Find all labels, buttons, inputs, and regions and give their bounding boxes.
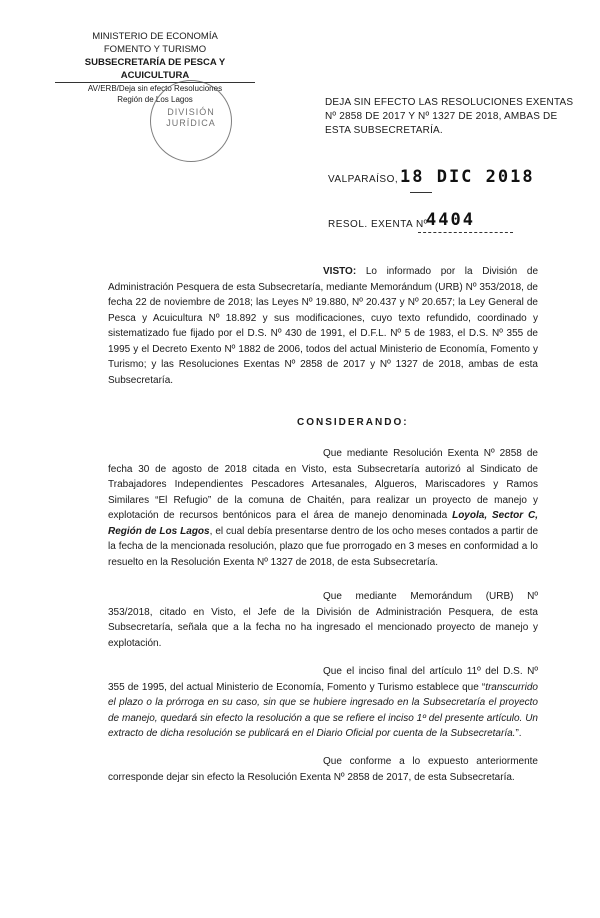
region-reference: Región de Los Lagos [117,95,193,104]
considerando-1-text-a: Que mediante Resolución Exenta Nº 2858 de fecha 30 de agosto de 2018 citada en Visto, esta Subsecretaría autorizó al Sindicato de Trabajadores Independientes Pescadores Artesanales, Algueros, Mariscadores y Ramos Similares “El Refugio” de la comuna de Chaitén, para realizar un proyecto de manejo y explotación de recursos bentónicos para el área de manejo denominada [108,448,538,521]
visto-label: VISTO: [323,266,357,277]
place-label: VALPARAÍSO, [328,174,399,185]
stamp-text: DIVISIÓN JURÍDICA [166,107,216,128]
visto-text: Lo informado por la División de Administración Pesquera de esta Subsecretaría, mediante Memorándum (URB) Nº 353/2018, de fecha 22 de noviembre de 2018; las Leyes Nº 19.880, Nº 20.437 y Nº 20.657; la Ley General de Pesca y Acuicultura Nº 18.892 y sus modificaciones, cuyo texto refundido, coordinado y sistematizado fue fijado por el D.S. Nº 430 de 1991, el D.F.L. Nº 5 de 1983, el D.S. Nº 355 de 1995 y el Decreto Exento Nº 1882 de 2006, todos del actual Ministerio de Economía, Fomento y Turismo; y las Resoluciones Exentas Nº 2858 de 2017 y Nº 1327 de 2018, ambas de esta Subsecretaría. [108,266,538,386]
ministry-name: MINISTERIO DE ECONOMÍA [92,31,218,42]
resolution-label: RESOL. EXENTA Nº [328,219,428,230]
subsecretaria-name: SUBSECRETARÍA DE PESCA Y ACUICULTURA [55,56,255,83]
considerando-4: Que conforme a lo expuesto anteriormente corresponde dejar sin efecto la Resolución Exenta Nº 2858 de 2017, de esta Subsecretaría. [108,756,538,783]
area-name: Loyola, Sector C, Región de Los Lagos [108,510,538,537]
resolution-underline [418,232,513,233]
resolution-subject: DEJA SIN EFECTO LAS RESOLUCIONES EXENTAS Nº 2858 DE 2017 Y Nº 1327 DE 2018, AMBAS DE ESTA SUBSECRETARÍA. [325,97,574,136]
considerando-3-text-a: Que el inciso final del artículo 11º del D.S. Nº 355 de 1995, del actual Ministerio de Economía, Fomento y Turismo establece que “ [108,666,538,693]
considerando-3 [108,664,538,742]
file-reference: AV/ERB/Deja sin efecto Resoluciones [87,84,223,93]
date-stamp: 18 DIC 2018 [400,167,535,187]
considerando-heading: CONSIDERANDO: [297,417,409,428]
resolution-number: 4404 [426,210,475,230]
visto-paragraph [108,264,538,388]
considerando-1 [108,446,538,570]
considerando-2: Que mediante Memorándum (URB) Nº 353/2018, citado en Visto, el Jefe de la División de Administración Pesquera, de esta Subsecretaría, señala que a la fecha no ha ingresado el mencionado proyecto de manejo y explotación. [108,591,538,649]
ministry-header [55,30,255,105]
date-underline [410,192,432,193]
ministry-subname: FOMENTO Y TURISMO [103,44,207,55]
considerando-1-text-c: , el cual debía presentarse dentro de los ocho meses contados a partir de la fecha de la mencionada resolución, plazo que fue prorrogado en 3 meses en conformidad a lo resuelto en la Resolución Exenta Nº 1327 de 2018, de esta Subsecretaría. [108,525,538,568]
division-juridica-stamp [150,80,232,162]
legal-quote: transcurrido el plazo o la prórroga en su caso, sin que se hubiere ingresado en la Subsecretaría el proyecto de manejo, quedará sin efecto la resolución a que se refiere el inciso 1º del presente artículo. Un extracto de dicha resolución se publicará en el Diario Oficial por cuenta de la Subsecretaría. [108,681,538,739]
considerando-3-text-c: ”. [515,728,522,739]
